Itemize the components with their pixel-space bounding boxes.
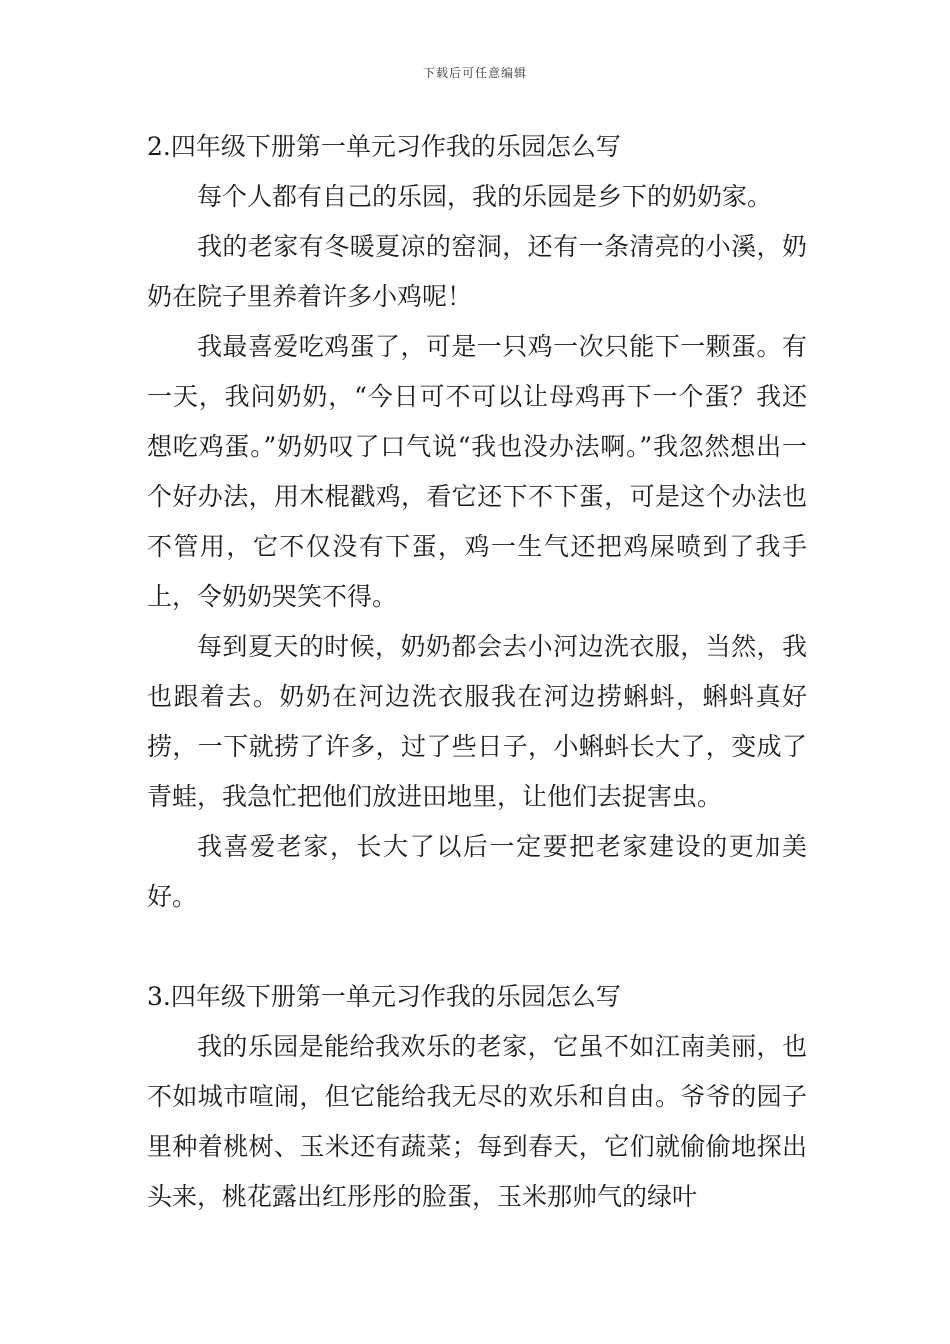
section-spacer (147, 922, 807, 972)
section-title: 2.四年级下册第一单元习作我的乐园怎么写 (147, 132, 621, 161)
paragraph: 我的乐园是能给我欢乐的老家，它虽不如江南美丽，也不如城市喧闹，但它能给我无尽的欢乐和自由。爷爷的园子里种着桃树、玉米还有蔬菜；每到春天，它们就偷偷地探出头来，桃花露出红彤彤的脸蛋，玉米那帅气的绿叶 (147, 1032, 807, 1211)
section-title: 3.四年级下册第一单元习作我的乐园怎么写 (147, 982, 621, 1011)
paragraph: 每个人都有自己的乐园，我的乐园是乡下的奶奶家。 (197, 182, 773, 211)
paragraph: 我最喜爱吃鸡蛋了，可是一只鸡一次只能下一颗蛋。有一天，我问奶奶，“今日可不可以让母鸡再下一个蛋？我还想吃鸡蛋。”奶奶叹了口气说“我也没办法啊。”我忽然想出一个好办法，用木棍戳鸡，看它还下不下蛋，可是这个办法也不管用，它不仅没有下蛋，鸡一生气还把鸡屎喷到了我手上，令奶奶哭笑不得。 (147, 332, 807, 611)
essay-section-3 (147, 972, 807, 1222)
paragraph: 我喜爱老家，长大了以后一定要把老家建设的更加美好。 (147, 832, 807, 911)
essay-section-2 (147, 122, 807, 922)
paragraph: 每到夏天的时候，奶奶都会去小河边洗衣服，当然，我也跟着去。奶奶在河边洗衣服我在河边捞蝌蚪，蝌蚪真好捞，一下就捞了许多，过了些日子，小蝌蚪长大了，变成了青蛙，我急忙把他们放进田地里，让他们去捉害虫。 (147, 632, 807, 811)
document-body (147, 122, 807, 1222)
page-header-note: 下载后可任意编辑 (422, 66, 527, 80)
paragraph: 我的老家有冬暖夏凉的窑洞，还有一条清亮的小溪，奶奶在院子里养着许多小鸡呢！ (147, 232, 807, 311)
